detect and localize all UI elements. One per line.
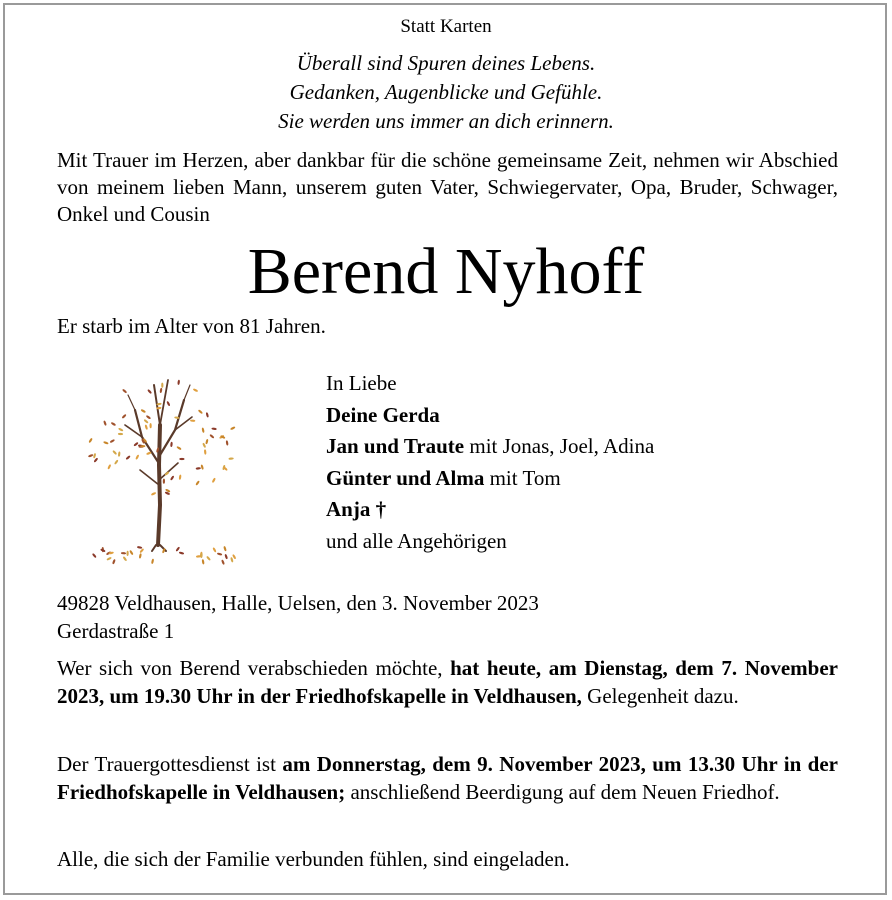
leaf bbox=[151, 559, 154, 565]
motto-line: Gedanken, Augenblicke und Gefühle. bbox=[289, 80, 603, 104]
leaf bbox=[118, 451, 121, 456]
leaf bbox=[103, 441, 109, 445]
leaf bbox=[103, 420, 107, 426]
leaf bbox=[209, 434, 214, 439]
leaf bbox=[139, 553, 142, 559]
closing-note: Alle, die sich der Familie verbunden fühlen, sind eingeladen. bbox=[57, 847, 570, 871]
leaf bbox=[212, 547, 216, 553]
motto-line: Überall sind Spuren deines Lebens. bbox=[296, 51, 596, 75]
signature-extra: mit Jonas, Joel, Adina bbox=[464, 434, 655, 458]
signature-line bbox=[326, 431, 654, 463]
leaf bbox=[122, 556, 127, 562]
intro-text: Mit Trauer im Herzen, aber dankbar für die schöne gemeinsame Zeit, nehmen wir Abschied von meinem lieben Mann, unserem guten Vater, Schwiegervater, Opa, Bruder, Schwager, Onkel und Cousin bbox=[57, 148, 838, 226]
leaf bbox=[230, 557, 234, 563]
leaf bbox=[217, 552, 223, 555]
leaf bbox=[190, 419, 195, 422]
leaf bbox=[118, 427, 124, 431]
leaf bbox=[179, 458, 184, 460]
leaf bbox=[118, 433, 123, 435]
leaf bbox=[133, 442, 138, 447]
service-text: anschließend Beerdigung auf dem Neuen Friedhof. bbox=[345, 780, 780, 804]
leaf bbox=[205, 439, 208, 445]
leaf bbox=[129, 550, 134, 556]
leaf bbox=[230, 426, 236, 430]
leaf bbox=[114, 459, 119, 465]
motto-poem bbox=[0, 49, 892, 136]
leaf bbox=[228, 457, 233, 460]
service-text: Der Trauergottesdienst ist bbox=[57, 752, 283, 776]
leaf bbox=[122, 389, 127, 394]
leaf bbox=[170, 442, 173, 447]
leaf bbox=[92, 553, 97, 558]
leaf bbox=[179, 551, 185, 554]
leaf bbox=[179, 474, 182, 479]
leaf bbox=[161, 383, 163, 388]
leaf bbox=[109, 439, 115, 444]
leaf bbox=[226, 440, 229, 445]
leaf bbox=[107, 464, 111, 470]
deceased-name: Berend Nyhoff bbox=[247, 235, 645, 308]
leaf bbox=[143, 419, 148, 424]
leaf bbox=[196, 467, 201, 470]
leaf bbox=[193, 388, 199, 392]
leaf bbox=[147, 389, 152, 394]
farewell-text: Wer sich von Berend verabschieden möchte, bbox=[57, 656, 451, 680]
leaf bbox=[163, 479, 165, 484]
leaf bbox=[175, 546, 180, 551]
leaf bbox=[166, 401, 170, 407]
leaf bbox=[111, 422, 117, 427]
service-paragraph bbox=[57, 750, 838, 806]
leaf bbox=[206, 556, 211, 561]
farewell-date: hat heute, am Dienstag, dem 7. November 2023, um 19.30 Uhr in der Friedhofskapelle in Veldhausen, bbox=[57, 656, 838, 708]
leaf bbox=[140, 409, 146, 414]
leaf bbox=[200, 464, 204, 470]
leaf bbox=[221, 559, 225, 565]
motto-line: Sie werden uns immer an dich erinnern. bbox=[278, 109, 614, 133]
signature-name: Deine Gerda bbox=[326, 402, 440, 427]
leaf bbox=[212, 477, 216, 483]
leaf bbox=[202, 442, 206, 448]
leaf bbox=[211, 427, 216, 430]
leaf bbox=[144, 424, 148, 430]
address-block bbox=[57, 589, 539, 645]
leaf bbox=[206, 412, 209, 418]
leaf bbox=[204, 449, 207, 454]
leaf bbox=[224, 554, 228, 560]
leaf bbox=[139, 548, 144, 553]
leaf bbox=[125, 455, 130, 460]
farewell-paragraph bbox=[57, 654, 838, 710]
service-date: am Donnerstag, dem 9. November 2023, um 13.30 Uhr in der Friedhofskapelle in Veldhausen; bbox=[57, 752, 838, 804]
leaf bbox=[149, 423, 151, 428]
leaf bbox=[202, 559, 205, 565]
leaf bbox=[160, 388, 163, 393]
leaf bbox=[176, 446, 182, 451]
leaf bbox=[195, 480, 200, 486]
header-label: Statt Karten bbox=[400, 16, 492, 37]
leaf bbox=[198, 409, 203, 414]
signature-name: Anja † bbox=[326, 497, 387, 521]
leaf bbox=[112, 450, 117, 455]
age-line: Er starb im Alter von 81 Jahren. bbox=[57, 314, 326, 338]
leaf bbox=[201, 427, 204, 433]
autumn-tree-illustration bbox=[80, 355, 260, 580]
signature-extra: mit Tom bbox=[484, 465, 561, 490]
leaf bbox=[121, 414, 126, 419]
leaf bbox=[135, 454, 139, 460]
signature-line bbox=[326, 494, 654, 526]
signature-name: Günter und Alma bbox=[326, 465, 485, 490]
leaf bbox=[170, 475, 175, 481]
leaf bbox=[112, 559, 116, 565]
leaf bbox=[126, 551, 128, 556]
leaf bbox=[93, 453, 96, 459]
signature-opening: In Liebe bbox=[326, 371, 397, 395]
leaf bbox=[121, 552, 126, 555]
address-line: 49828 Veldhausen, Halle, Uelsen, den 3. November 2023 bbox=[57, 591, 539, 615]
leaf bbox=[137, 546, 143, 549]
signature-closing: und alle Angehörigen bbox=[326, 528, 507, 553]
leaf bbox=[151, 492, 157, 496]
leaf bbox=[88, 454, 94, 458]
leaf bbox=[223, 546, 227, 552]
signatures-block bbox=[326, 368, 654, 557]
farewell-text: Gelegenheit dazu. bbox=[581, 684, 739, 708]
tree-trunk bbox=[125, 380, 192, 551]
leaf bbox=[106, 557, 112, 561]
leaf bbox=[88, 438, 93, 444]
address-line: Gerdastraße 1 bbox=[57, 619, 175, 643]
signature-line bbox=[326, 400, 654, 432]
falling-leaves bbox=[88, 380, 237, 565]
signature-line bbox=[326, 463, 654, 495]
signature-name: Jan und Traute bbox=[326, 434, 465, 458]
leaf bbox=[146, 415, 152, 420]
leaf bbox=[177, 380, 180, 385]
